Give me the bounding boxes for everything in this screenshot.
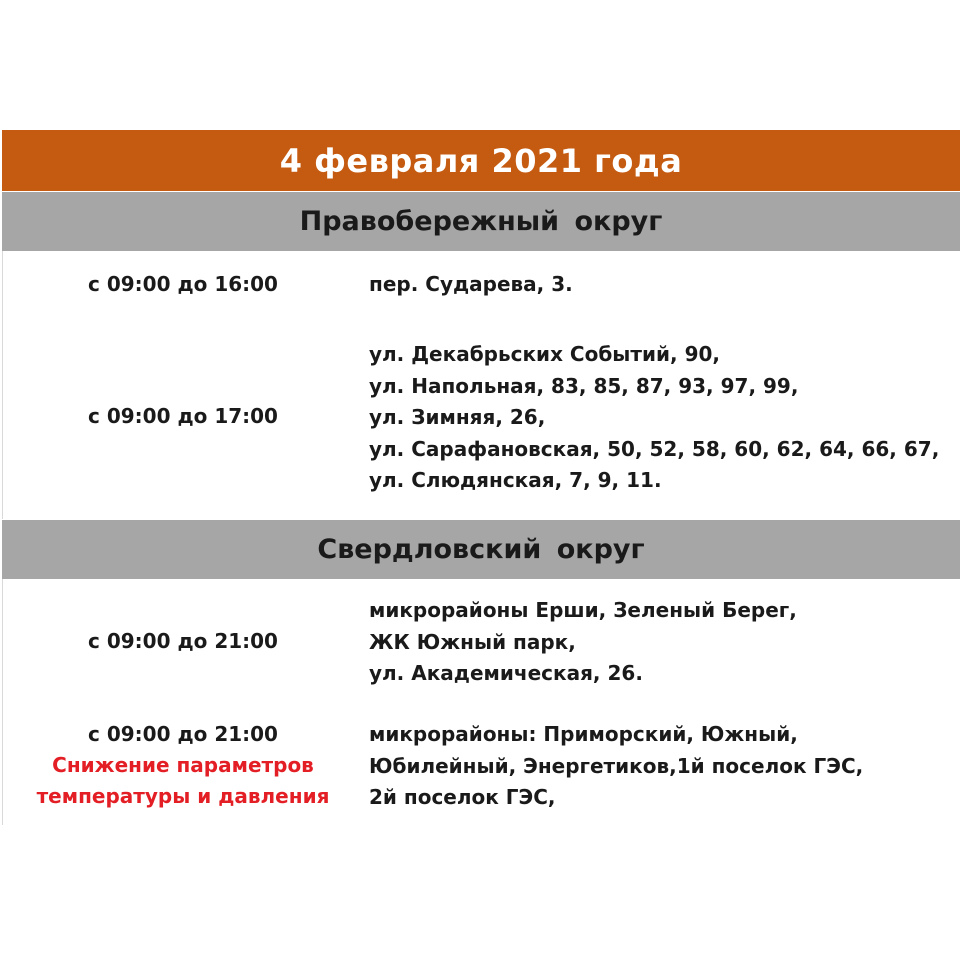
address-line: пер. Сударева, 3. [369, 272, 573, 296]
time-range: с 09:00 до 17:00 [88, 404, 278, 428]
district-header-pravoberezhny: Правобережный округ [2, 191, 960, 251]
address-line: 2й поселок ГЭС, [369, 785, 556, 809]
time-range: с 09:00 до 16:00 [88, 272, 278, 296]
address-line: Юбилейный, Энергетиков,1й поселок ГЭС, [369, 753, 864, 778]
address-line: ЖК Южный парк, [369, 629, 576, 654]
address-line: микрорайоны Ерши, Зеленый Берег, [369, 598, 797, 622]
warning-note: температуры и давления [36, 784, 330, 808]
district-section-sverdlovsky [2, 579, 960, 825]
address-line: ул. Напольная, 83, 85, 87, 93, 97, 99, [369, 373, 799, 398]
address-list [369, 269, 959, 301]
time-range: с 09:00 до 21:00 [88, 722, 278, 746]
address-line: ул. Академическая, 26. [369, 661, 643, 685]
time-range: с 09:00 до 21:00 [88, 629, 278, 653]
warning-note: Снижение параметров [52, 753, 314, 777]
time-and-note [3, 719, 363, 812]
date-header: 4 февраля 2021 года [2, 130, 960, 191]
address-line: ул. Декабрьских Событий, 90, [369, 342, 721, 366]
district-section-pravoberezhny [2, 251, 960, 519]
address-line: ул. Слюдянская, 7, 9, 11. [369, 468, 662, 492]
district-header-sverdlovsky: Свердловский округ [2, 519, 960, 579]
address-line: микрорайоны: Приморский, Южный, [369, 722, 798, 746]
address-list [369, 719, 959, 814]
address-line: ул. Сарафановская, 50, 52, 58, 60, 62, 64, 66, 67, [369, 436, 940, 461]
address-list [369, 339, 959, 497]
schedule-sheet [2, 130, 960, 825]
address-list [369, 595, 959, 690]
address-line: ул. Зимняя, 26, [369, 405, 546, 429]
